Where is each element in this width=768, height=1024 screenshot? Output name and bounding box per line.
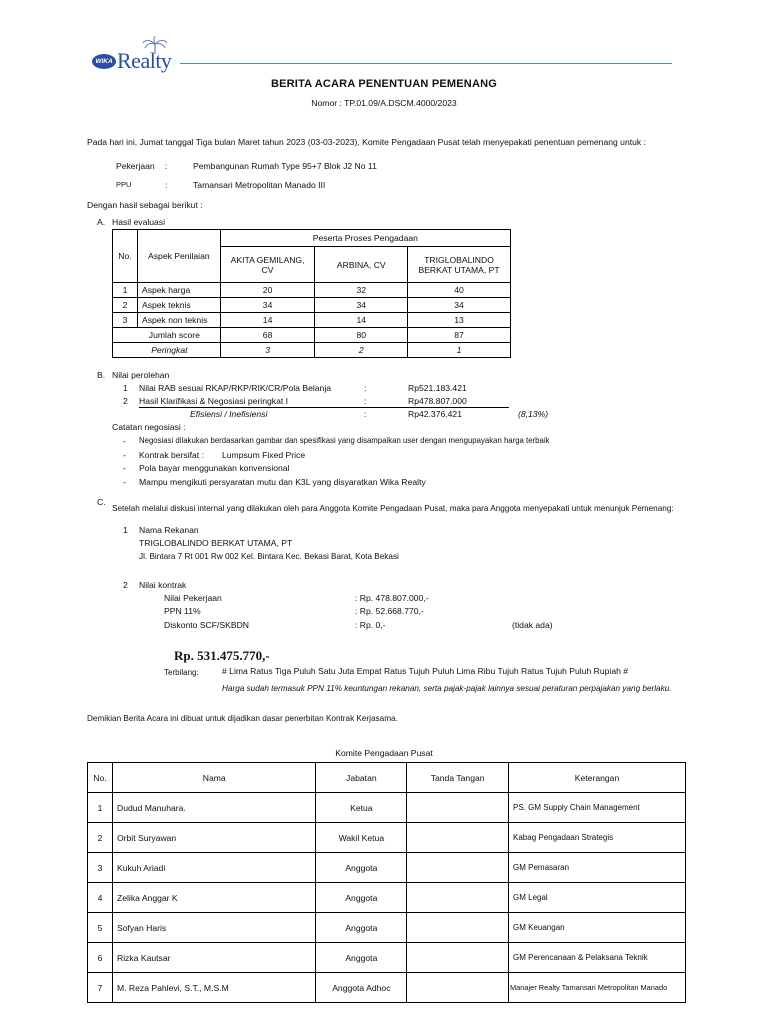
section-a-letter: A.	[97, 217, 106, 227]
eval-header-aspek: Aspek Penilaian	[137, 230, 220, 283]
efisiensi-percent: (8,13%)	[518, 409, 549, 419]
section-c-letter: C.	[97, 497, 106, 507]
committee-no: 6	[88, 943, 113, 973]
diskonto-label: Diskonto SCF/SKBDN	[164, 620, 250, 630]
eval-header-p3-line1: TRIGLOBALINDO	[424, 254, 494, 265]
ppu-colon: :	[165, 180, 168, 190]
peringkat-label: Peringkat	[113, 343, 221, 358]
table-row	[88, 853, 686, 883]
dengan-hasil-text: Dengan hasil sebagai berikut :	[87, 200, 203, 210]
committee-header-keterangan: Keterangan	[509, 763, 686, 793]
committee-nama: Kukuh Ariadi	[112, 853, 315, 883]
eval-v1: 34	[220, 298, 315, 313]
jumlah-v3: 87	[408, 328, 511, 343]
committee-nama: M. Reza Pahlevi, S.T., M.S.M	[112, 973, 315, 1003]
committee-nama: Sofyan Haris	[112, 913, 315, 943]
header-rule	[180, 63, 672, 64]
committee-no: 3	[88, 853, 113, 883]
committee-jabatan: Ketua	[316, 793, 407, 823]
efisiensi-value: Rp42.376.421	[408, 409, 462, 419]
catatan-dash: -	[123, 463, 126, 473]
signature-cell[interactable]	[407, 973, 509, 1003]
table-row	[88, 943, 686, 973]
eval-v3: 34	[408, 298, 511, 313]
eval-aspek: Aspek teknis	[137, 298, 220, 313]
hasil-klarifikasi-label: Hasil Klarifikasi & Negosiasi peringkat I	[139, 396, 289, 406]
eval-v1: 20	[220, 283, 315, 298]
committee-nama: Orbit Suryawan	[112, 823, 315, 853]
peringkat-v1: 3	[220, 343, 315, 358]
hasil-klarifikasi-no: 2	[123, 396, 128, 406]
pekerjaan-colon: :	[165, 161, 168, 171]
table-row	[113, 298, 511, 313]
hasil-klarifikasi-value: Rp478.807.000	[408, 396, 467, 406]
committee-nama: Zelika Anggar K	[112, 883, 315, 913]
catatan-item: Pola bayar menggunakan konvensional	[139, 463, 290, 473]
catatan-dash: -	[123, 450, 126, 460]
peringkat-row	[113, 343, 511, 358]
rekanan-address: Jl. Bintara 7 Rt 001 Rw 002 Kel. Bintara Kec. Bekasi Barat, Kota Bekasi	[139, 552, 399, 561]
logo-text: Realty	[117, 48, 172, 73]
committee-no: 1	[88, 793, 113, 823]
table-row	[88, 913, 686, 943]
terbilang-text: # Lima Ratus Tiga Puluh Satu Juta Empat Ratus Tujuh Puluh Lima Ribu Tujuh Ratus Tujuh Puluh Rupiah #	[222, 666, 629, 676]
table-row	[88, 823, 686, 853]
eval-v1: 14	[220, 313, 315, 328]
committee-jabatan: Anggota	[316, 883, 407, 913]
catatan-title: Catatan negosiasi :	[112, 422, 186, 432]
document-number: Nomor : TP.01.09/A.DSCM.4000/2023	[311, 98, 457, 108]
closing-statement: Demikian Berita Acara ini dibuat untuk dijadikan dasar penerbitan Kontrak Kerjasama.	[87, 714, 398, 723]
committee-no: 5	[88, 913, 113, 943]
eval-no: 3	[113, 313, 138, 328]
efisiensi-label: Efisiensi / Inefisiensi	[190, 409, 268, 419]
signature-cell[interactable]	[407, 823, 509, 853]
rekanan-label: Nama Rekanan	[139, 525, 199, 535]
section-c-intro: Setelah melalui diskusi internal yang dilakukan oleh para Anggota Komite Pengadaan Pusat, maka para Anggota menyepakati untuk menunjuk Pemenang:	[112, 504, 674, 513]
jumlah-v1: 68	[220, 328, 315, 343]
table-row	[88, 793, 686, 823]
table-row	[88, 973, 686, 1003]
jumlah-row	[113, 328, 511, 343]
ppu-value: Tamansari Metropolitan Manado III	[193, 180, 326, 190]
eval-v2: 14	[315, 313, 408, 328]
eval-no: 1	[113, 283, 138, 298]
committee-keterangan: PS. GM Supply Chain Management	[509, 793, 686, 823]
nilai-rab-value: Rp521.183.421	[408, 383, 467, 393]
diskonto-note: (tidak ada)	[512, 620, 553, 630]
committee-keterangan: GM Keuangan	[509, 913, 686, 943]
signature-cell[interactable]	[407, 853, 509, 883]
eval-v2: 32	[315, 283, 408, 298]
nilai-rab-no: 1	[123, 383, 128, 393]
committee-nama: Rizka Kautsar	[112, 943, 315, 973]
intro-paragraph: Pada hari ini, Jumat tanggal Tiga bulan Maret tahun 2023 (03-03-2023), Komite Pengadaan Pusat telah menyepakati penentuan pemenang untuk :	[87, 137, 646, 147]
evaluation-table	[112, 229, 511, 358]
company-logo	[90, 36, 180, 82]
committee-jabatan: Anggota	[316, 913, 407, 943]
kontrak-type: Lumpsum Fixed Price	[222, 450, 306, 460]
section-b-letter: B.	[97, 370, 106, 380]
catatan-item: Mampu mengikuti persyaratan mutu dan K3L yang disyaratkan Wika Realty	[139, 477, 426, 487]
pekerjaan-label: Pekerjaan	[116, 161, 155, 171]
committee-jabatan: Anggota	[316, 943, 407, 973]
committee-header-nama: Nama	[112, 763, 315, 793]
nilai-pekerjaan-value: : Rp. 478.807.000,-	[355, 593, 429, 603]
committee-keterangan: Kabag Pengadaan Strategis	[509, 823, 686, 853]
eval-v2: 34	[315, 298, 408, 313]
committee-header-ttd: Tanda Tangan	[407, 763, 509, 793]
committee-jabatan: Anggota Adhoc	[316, 973, 407, 1003]
eval-v3: 40	[408, 283, 511, 298]
eval-no: 2	[113, 298, 138, 313]
nilai-rab-label: Nilai RAB sesuai RKAP/RKP/RIK/CR/Pola Belanja	[139, 383, 332, 393]
ppn-value: : Rp. 52.668.770,-	[355, 606, 424, 616]
eval-v3: 13	[408, 313, 511, 328]
committee-no: 7	[88, 973, 113, 1003]
committee-header-jabatan: Jabatan	[316, 763, 407, 793]
diskonto-value: : Rp. 0,-	[355, 620, 386, 630]
jumlah-label: Jumlah score	[113, 328, 221, 343]
catatan-dash: -	[123, 477, 126, 487]
nilai-rab-colon: :	[364, 383, 367, 393]
committee-title: Komite Pengadaan Pusat	[335, 748, 433, 758]
nilai-pekerjaan-label: Nilai Pekerjaan	[164, 593, 222, 603]
committee-keterangan: Manajer Realty Tamansari Metropolitan Manado	[509, 973, 686, 1003]
table-row	[88, 883, 686, 913]
document-title: BERITA ACARA PENENTUAN PEMENANG	[270, 78, 497, 90]
catatan-item: Kontrak bersifat :	[139, 450, 204, 460]
jumlah-v2: 80	[315, 328, 408, 343]
signature-cell[interactable]	[407, 883, 509, 913]
committee-keterangan: GM Pemasaran	[509, 853, 686, 883]
section-b-title: Nilai perolehan	[112, 370, 170, 380]
table-row	[113, 283, 511, 298]
catatan-dash: -	[123, 436, 126, 446]
hasil-klarifikasi-colon: :	[364, 396, 367, 406]
total-contract-value: Rp. 531.475.770,-	[174, 648, 270, 663]
committee-jabatan: Wakil Ketua	[316, 823, 407, 853]
table-row	[113, 313, 511, 328]
nilai-kontrak-no: 2	[123, 580, 128, 590]
committee-nama: Dudud Manuhara.	[112, 793, 315, 823]
committee-header-no: No.	[88, 763, 113, 793]
committee-keterangan: GM Legal	[509, 883, 686, 913]
peringkat-v2: 2	[315, 343, 408, 358]
committee-keterangan: GM Perencanaan & Pelaksana Teknik	[509, 943, 686, 973]
section-a-title: Hasil evaluasi	[112, 217, 166, 227]
eval-aspek: Aspek non teknis	[137, 313, 220, 328]
eval-header-p3-line2: BERKAT UTAMA, PT	[418, 264, 500, 275]
efisiensi-rule	[139, 407, 509, 408]
eval-header-p1: AKITA GEMILANG, CV	[220, 247, 315, 283]
rekanan-no: 1	[123, 525, 128, 535]
harga-note: Harga sudah termasuk PPN 11% keuntungan rekanan, serta pajak-pajak lainnya sesuai peraturan perpajakan yang berlaku.	[222, 684, 672, 693]
committee-table	[87, 762, 686, 1003]
signature-cell[interactable]	[407, 913, 509, 943]
pekerjaan-value: Pembangunan Rumah Type 95+7 Blok J2 No 11	[193, 161, 377, 171]
efisiensi-colon: :	[364, 409, 367, 419]
eval-header-p3	[408, 247, 511, 283]
ppu-label: PPU	[116, 180, 132, 189]
nilai-kontrak-label: Nilai kontrak	[139, 580, 187, 590]
eval-header-no: No.	[113, 230, 138, 283]
peringkat-v3: 1	[408, 343, 511, 358]
eval-aspek: Aspek harga	[137, 283, 220, 298]
ppn-label: PPN 11%	[164, 606, 201, 616]
committee-no: 2	[88, 823, 113, 853]
rekanan-name: TRIGLOBALINDO BERKAT UTAMA, PT	[139, 538, 293, 548]
catatan-item: Negosiasi dilakukan berdasarkan gambar dan spesifikasi yang disampaikan user dengan mengupayakan harga terbaik	[139, 436, 550, 445]
terbilang-label: Terbilang:	[164, 668, 199, 677]
wika-badge: WIKA	[92, 54, 116, 69]
signature-cell[interactable]	[407, 793, 509, 823]
eval-header-p2: ARBINA, CV	[315, 247, 408, 283]
committee-no: 4	[88, 883, 113, 913]
committee-jabatan: Anggota	[316, 853, 407, 883]
eval-header-peserta: Peserta Proses Pengadaan	[220, 230, 510, 247]
signature-cell[interactable]	[407, 943, 509, 973]
